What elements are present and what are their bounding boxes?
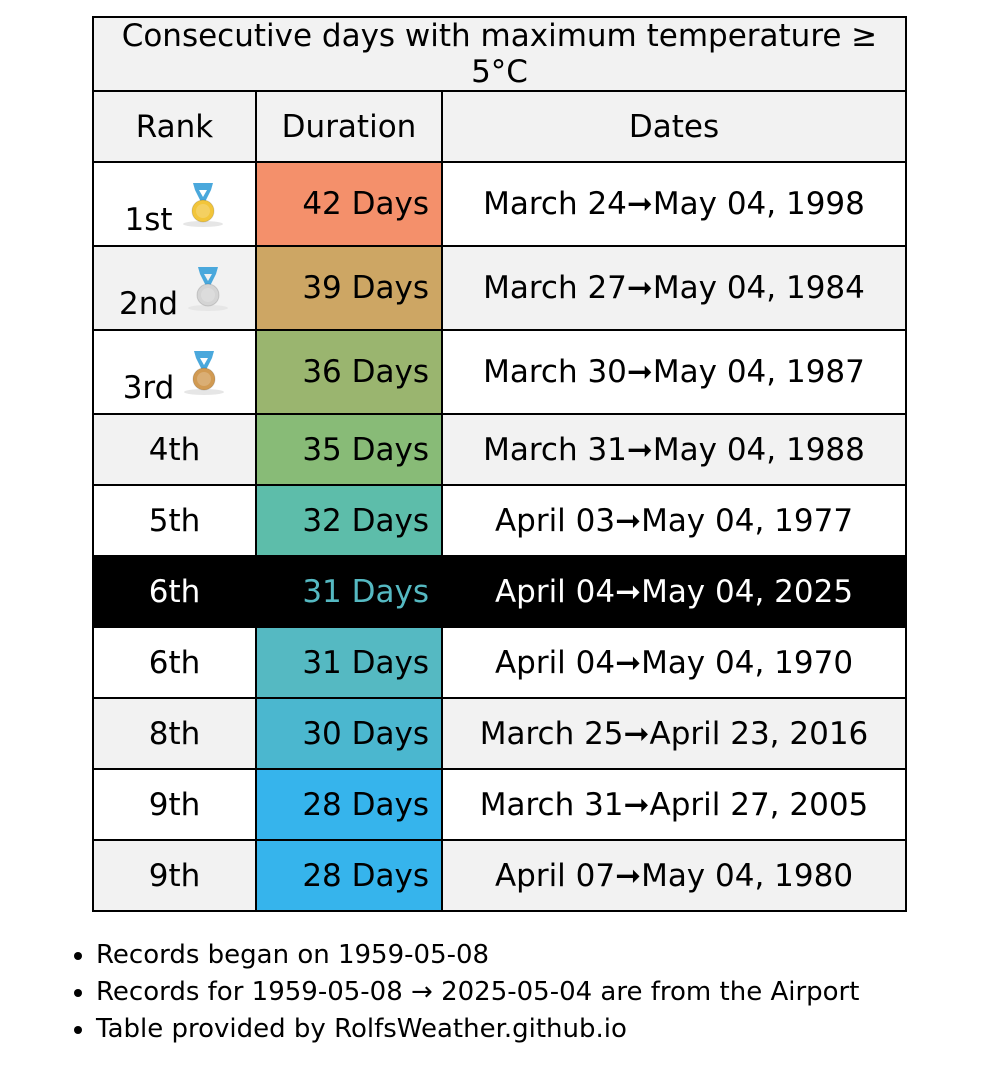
dates-cell: April 04➞May 04, 1970 [442, 627, 906, 698]
rank-label: 4th [148, 431, 201, 468]
rank-label: 8th [148, 715, 201, 752]
column-header-rank: Rank [93, 91, 256, 162]
table-row [93, 485, 906, 556]
table-title: Consecutive days with maximum temperature ≥ 5°C [93, 17, 906, 91]
duration-cell: 42 Days [256, 162, 442, 246]
duration-cell: 36 Days [256, 330, 442, 414]
rank-with-medal [118, 264, 230, 322]
rank-label: 1st [124, 202, 173, 238]
dates-cell: March 25➞April 23, 2016 [442, 698, 906, 769]
gold-medal-icon [181, 180, 225, 228]
notes-list [60, 937, 859, 1048]
dates-cell: March 31➞April 27, 2005 [442, 769, 906, 840]
rank-label: 6th [148, 644, 201, 681]
table-row-current-season [93, 556, 906, 627]
rank-cell [93, 485, 256, 556]
duration-cell: 31 Days [256, 556, 442, 627]
column-header-duration: Duration [256, 91, 442, 162]
rank-label: 9th [148, 857, 201, 894]
records-table-container [92, 16, 907, 912]
duration-cell: 35 Days [256, 414, 442, 485]
rank-label: 2nd [118, 286, 179, 322]
duration-cell: 28 Days [256, 840, 442, 911]
duration-cell: 32 Days [256, 485, 442, 556]
note-records-source: • Records for 1959-05-08 → 2025-05-04 are from the Airport [96, 974, 859, 1011]
note-table-credit: • Table provided by RolfsWeather.github.io [96, 1011, 859, 1048]
table-row [93, 330, 906, 414]
rank-cell [93, 246, 256, 330]
table-row [93, 769, 906, 840]
dates-cell: April 03➞May 04, 1977 [442, 485, 906, 556]
rank-cell [93, 414, 256, 485]
records-table [92, 16, 907, 912]
rank-cell [93, 330, 256, 414]
table-row [93, 698, 906, 769]
duration-cell: 28 Days [256, 769, 442, 840]
rank-cell [93, 162, 256, 246]
rank-label: 6th [148, 573, 201, 610]
rank-cell [93, 698, 256, 769]
rank-label: 3rd [122, 370, 175, 406]
table-row [93, 414, 906, 485]
dates-cell: April 04➞May 04, 2025 [442, 556, 906, 627]
table-row [93, 627, 906, 698]
rank-cell [93, 556, 256, 627]
rank-label: 5th [148, 502, 201, 539]
dates-cell: March 30➞May 04, 1987 [442, 330, 906, 414]
duration-cell: 31 Days [256, 627, 442, 698]
bronze-medal-icon [182, 348, 226, 396]
dates-cell: March 24➞May 04, 1998 [442, 162, 906, 246]
rank-with-medal [124, 180, 224, 238]
dates-cell: April 07➞May 04, 1980 [442, 840, 906, 911]
duration-cell: 39 Days [256, 246, 442, 330]
rank-cell [93, 627, 256, 698]
table-row [93, 246, 906, 330]
silver-medal-icon [186, 264, 230, 312]
rank-with-medal [122, 348, 227, 406]
rank-label: 9th [148, 786, 201, 823]
rank-cell [93, 840, 256, 911]
note-records-began: • Records began on 1959-05-08 [96, 937, 859, 974]
dates-cell: March 27➞May 04, 1984 [442, 246, 906, 330]
table-row [93, 840, 906, 911]
table-row [93, 162, 906, 246]
duration-cell: 30 Days [256, 698, 442, 769]
rank-cell [93, 769, 256, 840]
table-body [93, 162, 906, 911]
column-header-dates: Dates [442, 91, 906, 162]
dates-cell: March 31➞May 04, 1988 [442, 414, 906, 485]
